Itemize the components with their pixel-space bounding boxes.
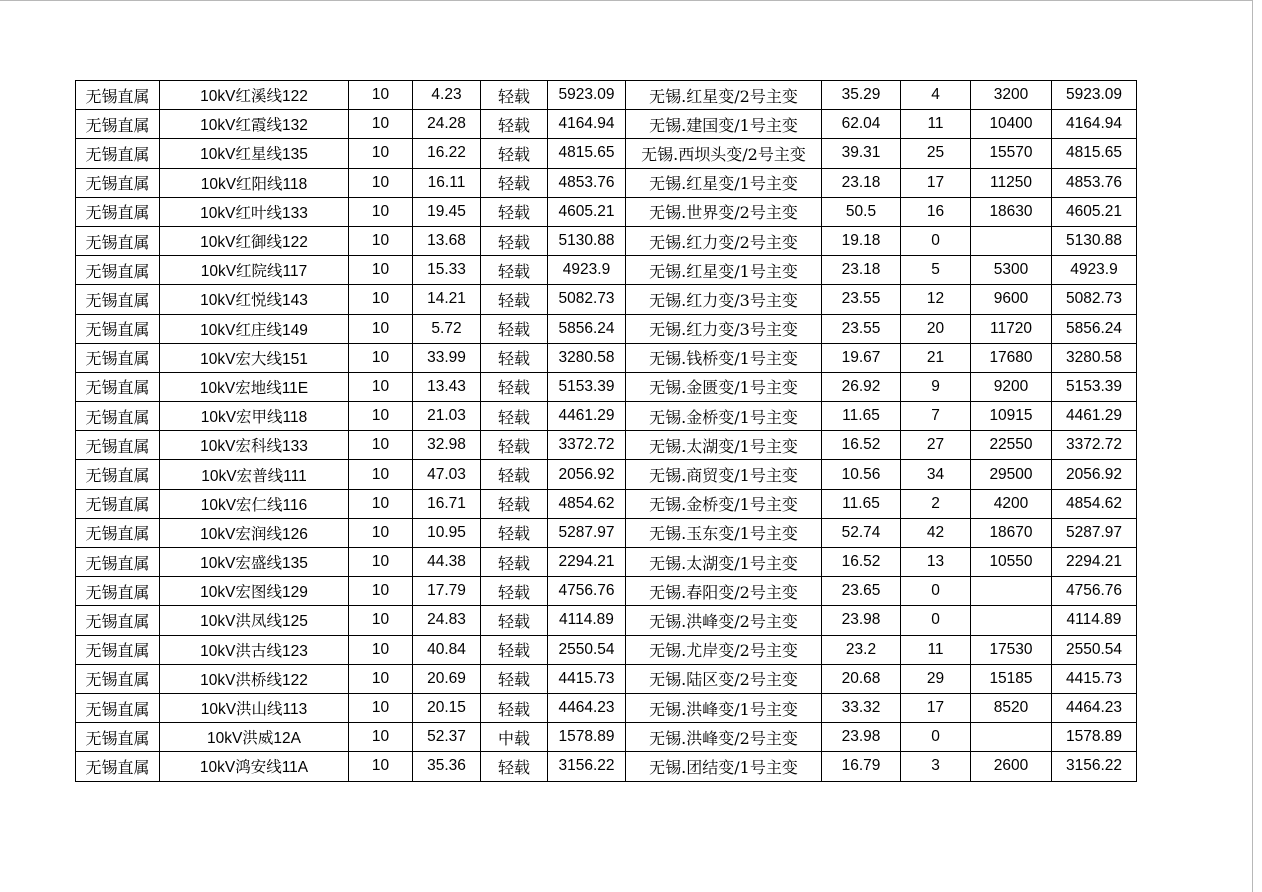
cell-load-rate: 10.95 xyxy=(413,518,481,547)
cell-count: 5 xyxy=(901,256,971,285)
cell-capacity-repeat: 5923.09 xyxy=(1052,81,1137,110)
cell-substation-transformer: 无锡.红力变/2号主变 xyxy=(626,226,822,255)
cell-amount: 10915 xyxy=(971,402,1052,431)
cell-capacity: 5130.88 xyxy=(548,226,626,255)
cell-unit: 无锡直属 xyxy=(76,285,160,314)
cell-line-name: 10kV宏地线11E xyxy=(160,372,349,401)
cell-transformer-rate: 23.98 xyxy=(822,723,901,752)
cell-capacity: 4415.73 xyxy=(548,664,626,693)
cell-line-name: 10kV宏普线111 xyxy=(160,460,349,489)
cell-capacity: 1578.89 xyxy=(548,723,626,752)
cell-load-status: 轻载 xyxy=(481,372,548,401)
cell-capacity: 4605.21 xyxy=(548,197,626,226)
cell-capacity: 5287.97 xyxy=(548,518,626,547)
cell-unit: 无锡直属 xyxy=(76,635,160,664)
cell-load-status: 轻载 xyxy=(481,139,548,168)
cell-line-name: 10kV洪桥线122 xyxy=(160,664,349,693)
cell-count: 42 xyxy=(901,518,971,547)
cell-capacity-repeat: 4464.23 xyxy=(1052,693,1137,722)
cell-count: 29 xyxy=(901,664,971,693)
cell-voltage: 10 xyxy=(349,518,413,547)
cell-unit: 无锡直属 xyxy=(76,314,160,343)
cell-unit: 无锡直属 xyxy=(76,723,160,752)
cell-unit: 无锡直属 xyxy=(76,606,160,635)
cell-count: 11 xyxy=(901,635,971,664)
cell-substation-transformer: 无锡.洪峰变/2号主变 xyxy=(626,606,822,635)
cell-transformer-rate: 23.2 xyxy=(822,635,901,664)
cell-capacity-repeat: 4854.62 xyxy=(1052,489,1137,518)
table-row xyxy=(76,139,1137,168)
cell-capacity: 4853.76 xyxy=(548,168,626,197)
cell-load-rate: 13.68 xyxy=(413,226,481,255)
cell-unit: 无锡直属 xyxy=(76,343,160,372)
cell-capacity-repeat: 4923.9 xyxy=(1052,256,1137,285)
cell-transformer-rate: 23.55 xyxy=(822,314,901,343)
cell-voltage: 10 xyxy=(349,664,413,693)
table-row xyxy=(76,431,1137,460)
cell-line-name: 10kV红霞线132 xyxy=(160,110,349,139)
cell-amount: 5300 xyxy=(971,256,1052,285)
cell-load-rate: 20.69 xyxy=(413,664,481,693)
cell-count: 16 xyxy=(901,197,971,226)
cell-capacity-repeat: 2056.92 xyxy=(1052,460,1137,489)
cell-load-status: 轻载 xyxy=(481,197,548,226)
cell-load-status: 轻载 xyxy=(481,110,548,139)
cell-load-status: 轻载 xyxy=(481,518,548,547)
cell-unit: 无锡直属 xyxy=(76,168,160,197)
cell-count: 11 xyxy=(901,110,971,139)
cell-substation-transformer: 无锡.陆区变/2号主变 xyxy=(626,664,822,693)
cell-load-status: 中载 xyxy=(481,723,548,752)
cell-load-rate: 20.15 xyxy=(413,693,481,722)
cell-unit: 无锡直属 xyxy=(76,197,160,226)
cell-load-rate: 19.45 xyxy=(413,197,481,226)
cell-capacity-repeat: 3280.58 xyxy=(1052,343,1137,372)
cell-capacity-repeat: 3156.22 xyxy=(1052,752,1137,781)
cell-line-name: 10kV洪山线113 xyxy=(160,693,349,722)
cell-voltage: 10 xyxy=(349,460,413,489)
cell-line-name: 10kV红星线135 xyxy=(160,139,349,168)
cell-amount: 3200 xyxy=(971,81,1052,110)
cell-load-rate: 24.28 xyxy=(413,110,481,139)
cell-amount: 18630 xyxy=(971,197,1052,226)
cell-line-name: 10kV洪古线123 xyxy=(160,635,349,664)
cell-load-status: 轻载 xyxy=(481,548,548,577)
cell-unit: 无锡直属 xyxy=(76,139,160,168)
cell-voltage: 10 xyxy=(349,314,413,343)
cell-amount xyxy=(971,606,1052,635)
cell-load-rate: 16.22 xyxy=(413,139,481,168)
table-row xyxy=(76,577,1137,606)
cell-unit: 无锡直属 xyxy=(76,548,160,577)
cell-line-name: 10kV宏仁线116 xyxy=(160,489,349,518)
cell-load-status: 轻载 xyxy=(481,81,548,110)
cell-substation-transformer: 无锡.金桥变/1号主变 xyxy=(626,402,822,431)
table-row xyxy=(76,81,1137,110)
cell-line-name: 10kV红叶线133 xyxy=(160,197,349,226)
cell-count: 25 xyxy=(901,139,971,168)
cell-load-rate: 13.43 xyxy=(413,372,481,401)
cell-substation-transformer: 无锡.红力变/3号主变 xyxy=(626,314,822,343)
cell-count: 3 xyxy=(901,752,971,781)
cell-load-status: 轻载 xyxy=(481,577,548,606)
cell-transformer-rate: 10.56 xyxy=(822,460,901,489)
cell-transformer-rate: 39.31 xyxy=(822,139,901,168)
cell-substation-transformer: 无锡.玉东变/1号主变 xyxy=(626,518,822,547)
cell-count: 7 xyxy=(901,402,971,431)
cell-load-rate: 35.36 xyxy=(413,752,481,781)
cell-substation-transformer: 无锡.尤岸变/2号主变 xyxy=(626,635,822,664)
cell-transformer-rate: 19.18 xyxy=(822,226,901,255)
cell-capacity-repeat: 4756.76 xyxy=(1052,577,1137,606)
table-row xyxy=(76,197,1137,226)
cell-unit: 无锡直属 xyxy=(76,577,160,606)
cell-amount xyxy=(971,226,1052,255)
cell-capacity-repeat: 5153.39 xyxy=(1052,372,1137,401)
cell-substation-transformer: 无锡.太湖变/1号主变 xyxy=(626,548,822,577)
cell-capacity: 2056.92 xyxy=(548,460,626,489)
cell-amount: 15570 xyxy=(971,139,1052,168)
cell-capacity-repeat: 5082.73 xyxy=(1052,285,1137,314)
cell-amount: 10400 xyxy=(971,110,1052,139)
cell-unit: 无锡直属 xyxy=(76,693,160,722)
cell-unit: 无锡直属 xyxy=(76,664,160,693)
cell-load-status: 轻载 xyxy=(481,226,548,255)
cell-count: 27 xyxy=(901,431,971,460)
cell-voltage: 10 xyxy=(349,168,413,197)
table-row xyxy=(76,548,1137,577)
cell-substation-transformer: 无锡.红星变/1号主变 xyxy=(626,168,822,197)
cell-amount: 22550 xyxy=(971,431,1052,460)
cell-load-status: 轻载 xyxy=(481,314,548,343)
table-row xyxy=(76,606,1137,635)
cell-capacity-repeat: 5287.97 xyxy=(1052,518,1137,547)
cell-transformer-rate: 16.52 xyxy=(822,548,901,577)
cell-capacity: 5856.24 xyxy=(548,314,626,343)
cell-capacity: 3156.22 xyxy=(548,752,626,781)
cell-capacity-repeat: 5130.88 xyxy=(1052,226,1137,255)
cell-unit: 无锡直属 xyxy=(76,226,160,255)
cell-capacity: 4164.94 xyxy=(548,110,626,139)
cell-amount: 29500 xyxy=(971,460,1052,489)
table-row xyxy=(76,664,1137,693)
cell-load-rate: 32.98 xyxy=(413,431,481,460)
cell-count: 9 xyxy=(901,372,971,401)
cell-substation-transformer: 无锡.太湖变/1号主变 xyxy=(626,431,822,460)
cell-voltage: 10 xyxy=(349,197,413,226)
cell-capacity: 3280.58 xyxy=(548,343,626,372)
cell-count: 0 xyxy=(901,577,971,606)
cell-load-rate: 16.11 xyxy=(413,168,481,197)
cell-line-name: 10kV宏甲线118 xyxy=(160,402,349,431)
cell-load-rate: 4.23 xyxy=(413,81,481,110)
cell-load-status: 轻载 xyxy=(481,431,548,460)
table-row xyxy=(76,372,1137,401)
cell-line-name: 10kV宏盛线135 xyxy=(160,548,349,577)
cell-line-name: 10kV宏图线129 xyxy=(160,577,349,606)
cell-unit: 无锡直属 xyxy=(76,372,160,401)
cell-unit: 无锡直属 xyxy=(76,460,160,489)
cell-load-rate: 16.71 xyxy=(413,489,481,518)
cell-load-status: 轻载 xyxy=(481,402,548,431)
cell-substation-transformer: 无锡.洪峰变/2号主变 xyxy=(626,723,822,752)
cell-substation-transformer: 无锡.团结变/1号主变 xyxy=(626,752,822,781)
cell-load-status: 轻载 xyxy=(481,460,548,489)
cell-line-name: 10kV红溪线122 xyxy=(160,81,349,110)
cell-substation-transformer: 无锡.商贸变/1号主变 xyxy=(626,460,822,489)
cell-substation-transformer: 无锡.西坝头变/2号主变 xyxy=(626,139,822,168)
table-row xyxy=(76,110,1137,139)
cell-transformer-rate: 16.79 xyxy=(822,752,901,781)
cell-count: 0 xyxy=(901,606,971,635)
cell-count: 12 xyxy=(901,285,971,314)
table-row xyxy=(76,723,1137,752)
cell-count: 20 xyxy=(901,314,971,343)
cell-amount: 15185 xyxy=(971,664,1052,693)
table-row xyxy=(76,693,1137,722)
cell-amount: 10550 xyxy=(971,548,1052,577)
cell-line-name: 10kV宏润线126 xyxy=(160,518,349,547)
cell-capacity-repeat: 2294.21 xyxy=(1052,548,1137,577)
cell-line-name: 10kV红悦线143 xyxy=(160,285,349,314)
cell-capacity: 3372.72 xyxy=(548,431,626,460)
cell-transformer-rate: 23.98 xyxy=(822,606,901,635)
cell-capacity: 4461.29 xyxy=(548,402,626,431)
cell-capacity: 5153.39 xyxy=(548,372,626,401)
cell-voltage: 10 xyxy=(349,635,413,664)
cell-capacity: 4464.23 xyxy=(548,693,626,722)
table-row xyxy=(76,285,1137,314)
cell-voltage: 10 xyxy=(349,81,413,110)
cell-voltage: 10 xyxy=(349,693,413,722)
cell-amount: 9600 xyxy=(971,285,1052,314)
table-row xyxy=(76,402,1137,431)
cell-voltage: 10 xyxy=(349,548,413,577)
cell-capacity-repeat: 1578.89 xyxy=(1052,723,1137,752)
table-row xyxy=(76,314,1137,343)
cell-count: 21 xyxy=(901,343,971,372)
cell-substation-transformer: 无锡.洪峰变/1号主变 xyxy=(626,693,822,722)
cell-count: 17 xyxy=(901,168,971,197)
cell-transformer-rate: 23.18 xyxy=(822,256,901,285)
cell-substation-transformer: 无锡.钱桥变/1号主变 xyxy=(626,343,822,372)
cell-substation-transformer: 无锡.红星变/2号主变 xyxy=(626,81,822,110)
cell-transformer-rate: 52.74 xyxy=(822,518,901,547)
cell-capacity-repeat: 4815.65 xyxy=(1052,139,1137,168)
cell-unit: 无锡直属 xyxy=(76,110,160,139)
cell-load-rate: 21.03 xyxy=(413,402,481,431)
cell-line-name: 10kV红御线122 xyxy=(160,226,349,255)
cell-load-rate: 24.83 xyxy=(413,606,481,635)
cell-amount xyxy=(971,577,1052,606)
cell-capacity: 4114.89 xyxy=(548,606,626,635)
cell-load-rate: 44.38 xyxy=(413,548,481,577)
cell-amount: 17530 xyxy=(971,635,1052,664)
cell-voltage: 10 xyxy=(349,372,413,401)
cell-transformer-rate: 16.52 xyxy=(822,431,901,460)
cell-load-status: 轻载 xyxy=(481,168,548,197)
cell-transformer-rate: 11.65 xyxy=(822,489,901,518)
cell-capacity-repeat: 4461.29 xyxy=(1052,402,1137,431)
cell-load-status: 轻载 xyxy=(481,752,548,781)
cell-voltage: 10 xyxy=(349,402,413,431)
cell-unit: 无锡直属 xyxy=(76,81,160,110)
cell-amount xyxy=(971,723,1052,752)
cell-count: 4 xyxy=(901,81,971,110)
cell-line-name: 10kV鸿安线11A xyxy=(160,752,349,781)
cell-transformer-rate: 62.04 xyxy=(822,110,901,139)
cell-transformer-rate: 33.32 xyxy=(822,693,901,722)
data-table xyxy=(75,80,1137,782)
cell-substation-transformer: 无锡.建国变/1号主变 xyxy=(626,110,822,139)
cell-amount: 11720 xyxy=(971,314,1052,343)
cell-transformer-rate: 26.92 xyxy=(822,372,901,401)
cell-line-name: 10kV宏大线151 xyxy=(160,343,349,372)
cell-unit: 无锡直属 xyxy=(76,431,160,460)
cell-unit: 无锡直属 xyxy=(76,489,160,518)
cell-load-status: 轻载 xyxy=(481,489,548,518)
cell-substation-transformer: 无锡.金桥变/1号主变 xyxy=(626,489,822,518)
cell-line-name: 10kV洪威12A xyxy=(160,723,349,752)
cell-substation-transformer: 无锡.世界变/2号主变 xyxy=(626,197,822,226)
table-row xyxy=(76,752,1137,781)
cell-transformer-rate: 35.29 xyxy=(822,81,901,110)
cell-load-status: 轻载 xyxy=(481,664,548,693)
cell-count: 2 xyxy=(901,489,971,518)
cell-load-status: 轻载 xyxy=(481,635,548,664)
cell-line-name: 10kV宏科线133 xyxy=(160,431,349,460)
cell-load-status: 轻载 xyxy=(481,285,548,314)
cell-amount: 8520 xyxy=(971,693,1052,722)
cell-load-rate: 40.84 xyxy=(413,635,481,664)
cell-load-rate: 17.79 xyxy=(413,577,481,606)
cell-load-status: 轻载 xyxy=(481,256,548,285)
cell-transformer-rate: 23.55 xyxy=(822,285,901,314)
cell-transformer-rate: 23.18 xyxy=(822,168,901,197)
cell-voltage: 10 xyxy=(349,489,413,518)
cell-capacity: 2294.21 xyxy=(548,548,626,577)
cell-capacity-repeat: 3372.72 xyxy=(1052,431,1137,460)
cell-substation-transformer: 无锡.金匮变/1号主变 xyxy=(626,372,822,401)
cell-voltage: 10 xyxy=(349,606,413,635)
cell-count: 34 xyxy=(901,460,971,489)
cell-capacity: 2550.54 xyxy=(548,635,626,664)
cell-amount: 11250 xyxy=(971,168,1052,197)
cell-transformer-rate: 19.67 xyxy=(822,343,901,372)
cell-voltage: 10 xyxy=(349,431,413,460)
cell-transformer-rate: 50.5 xyxy=(822,197,901,226)
cell-line-name: 10kV红庄线149 xyxy=(160,314,349,343)
cell-capacity-repeat: 4605.21 xyxy=(1052,197,1137,226)
cell-count: 13 xyxy=(901,548,971,577)
cell-substation-transformer: 无锡.红星变/1号主变 xyxy=(626,256,822,285)
cell-amount: 2600 xyxy=(971,752,1052,781)
cell-voltage: 10 xyxy=(349,285,413,314)
cell-line-name: 10kV红院线117 xyxy=(160,256,349,285)
cell-unit: 无锡直属 xyxy=(76,518,160,547)
table-row xyxy=(76,343,1137,372)
cell-load-status: 轻载 xyxy=(481,343,548,372)
cell-load-rate: 15.33 xyxy=(413,256,481,285)
cell-capacity-repeat: 5856.24 xyxy=(1052,314,1137,343)
cell-amount: 4200 xyxy=(971,489,1052,518)
cell-amount: 17680 xyxy=(971,343,1052,372)
cell-substation-transformer: 无锡.红力变/3号主变 xyxy=(626,285,822,314)
cell-capacity-repeat: 4853.76 xyxy=(1052,168,1137,197)
cell-load-rate: 14.21 xyxy=(413,285,481,314)
cell-voltage: 10 xyxy=(349,110,413,139)
cell-capacity: 4854.62 xyxy=(548,489,626,518)
cell-load-status: 轻载 xyxy=(481,693,548,722)
cell-capacity-repeat: 4114.89 xyxy=(1052,606,1137,635)
table-row xyxy=(76,518,1137,547)
cell-voltage: 10 xyxy=(349,752,413,781)
cell-voltage: 10 xyxy=(349,723,413,752)
cell-amount: 18670 xyxy=(971,518,1052,547)
cell-capacity: 5923.09 xyxy=(548,81,626,110)
table-row xyxy=(76,635,1137,664)
cell-amount: 9200 xyxy=(971,372,1052,401)
cell-capacity: 4815.65 xyxy=(548,139,626,168)
cell-load-rate: 47.03 xyxy=(413,460,481,489)
table-row xyxy=(76,489,1137,518)
cell-capacity-repeat: 4415.73 xyxy=(1052,664,1137,693)
cell-transformer-rate: 23.65 xyxy=(822,577,901,606)
cell-substation-transformer: 无锡.春阳变/2号主变 xyxy=(626,577,822,606)
cell-count: 0 xyxy=(901,723,971,752)
cell-load-rate: 5.72 xyxy=(413,314,481,343)
cell-capacity: 5082.73 xyxy=(548,285,626,314)
cell-count: 0 xyxy=(901,226,971,255)
cell-capacity: 4923.9 xyxy=(548,256,626,285)
cell-transformer-rate: 11.65 xyxy=(822,402,901,431)
table-row xyxy=(76,256,1137,285)
cell-load-status: 轻载 xyxy=(481,606,548,635)
table-body xyxy=(76,81,1137,782)
cell-count: 17 xyxy=(901,693,971,722)
cell-transformer-rate: 20.68 xyxy=(822,664,901,693)
cell-capacity-repeat: 4164.94 xyxy=(1052,110,1137,139)
cell-unit: 无锡直属 xyxy=(76,256,160,285)
cell-voltage: 10 xyxy=(349,577,413,606)
cell-line-name: 10kV红阳线118 xyxy=(160,168,349,197)
cell-voltage: 10 xyxy=(349,256,413,285)
cell-voltage: 10 xyxy=(349,139,413,168)
cell-voltage: 10 xyxy=(349,226,413,255)
cell-capacity-repeat: 2550.54 xyxy=(1052,635,1137,664)
table-row xyxy=(76,226,1137,255)
cell-voltage: 10 xyxy=(349,343,413,372)
cell-capacity: 4756.76 xyxy=(548,577,626,606)
cell-load-rate: 52.37 xyxy=(413,723,481,752)
cell-line-name: 10kV洪凤线125 xyxy=(160,606,349,635)
cell-unit: 无锡直属 xyxy=(76,752,160,781)
cell-unit: 无锡直属 xyxy=(76,402,160,431)
table-row xyxy=(76,168,1137,197)
table-row xyxy=(76,460,1137,489)
cell-load-rate: 33.99 xyxy=(413,343,481,372)
